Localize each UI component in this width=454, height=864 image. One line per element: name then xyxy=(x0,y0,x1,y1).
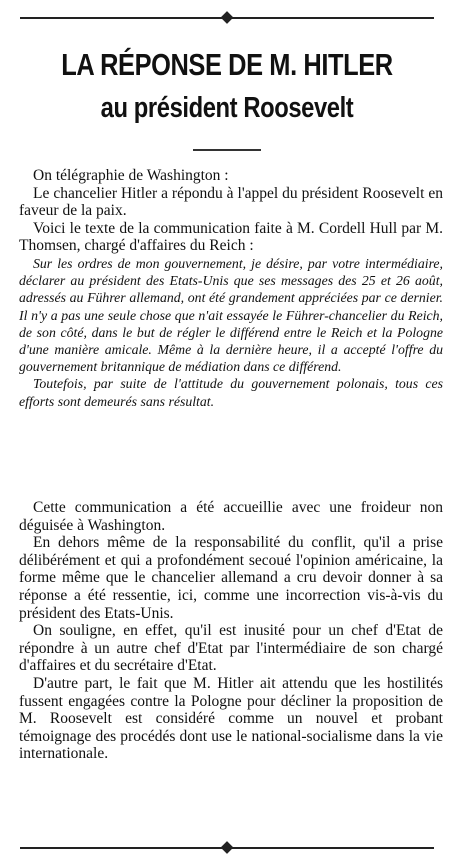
diamond-ornament-icon xyxy=(221,841,234,854)
dateline: On télégraphie de Washington : xyxy=(33,167,229,184)
paragraph-5: On souligne, en effet, qu'il est inusité pour un chef d'Etat de répondre à un autre chef d'Etat par l'intermédiaire de son chargé d'affaires et du secrétaire d'Etat. xyxy=(19,622,443,675)
article-body-top xyxy=(19,167,443,410)
top-ornament-rule xyxy=(20,17,434,19)
paragraph-1: Le chancelier Hitler a répondu à l'appel du président Roosevelt en faveur de la paix. xyxy=(19,184,443,220)
quoted-message-2: Toutefois, par suite de l'attitude du gouvernement polonais, tous ces efforts sont demeurés sans résultat. xyxy=(19,376,443,409)
headline-line-2: au président Roosevelt xyxy=(100,92,354,124)
paragraph-4: En dehors même de la responsabilité du conflit, qu'il a prise délibérément et qui a profondément secoué l'opinion américaine, la forme même que le chancelier allemand a cru devoir donner à sa réponse a été ressentie, ici, comme une incorrection vis-à-vis du président des Etats-Unis. xyxy=(19,534,443,622)
quoted-message-1: Sur les ordres de mon gouvernement, je désire, par votre intermédiaire, déclarer au président des Etats-Unis que ses messages des 25 et 26 août, adressés au Führer allemand, ont été grandement appréciées par ce dernier. Il n'y a pas une seule chose que n'ait essayée le Führer-chancelier du Reich, de son côté, dans le but de régler le différend entre le Reich et la Pologne d'une manière amicale. Même à la dernière heure, il a accepté l'offre du gouvernement britannique de médiation dans ce différend. xyxy=(19,255,443,375)
headline-divider xyxy=(193,149,261,151)
article-body-bottom xyxy=(19,499,443,763)
bottom-ornament-rule xyxy=(20,847,434,849)
paragraph-2: Voici le texte de la communication faite à M. Cordell Hull par M. Thomsen, chargé d'affaires du Reich : xyxy=(19,219,443,255)
paragraph-6: D'autre part, le fait que M. Hitler ait attendu que les hostilités fussent engagées contre la Pologne pour décliner la proposition de M. Roosevelt est considéré comme un nouvel et probant témoignage des procédés dont use le national-socialisme dans la vie internationale. xyxy=(19,674,443,763)
paragraph-3: Cette communication a été accueillie avec une froideur non déguisée à Washington. xyxy=(19,499,443,534)
diamond-ornament-icon xyxy=(221,11,234,24)
headline-line-1: LA RÉPONSE DE M. HITLER xyxy=(61,47,393,82)
